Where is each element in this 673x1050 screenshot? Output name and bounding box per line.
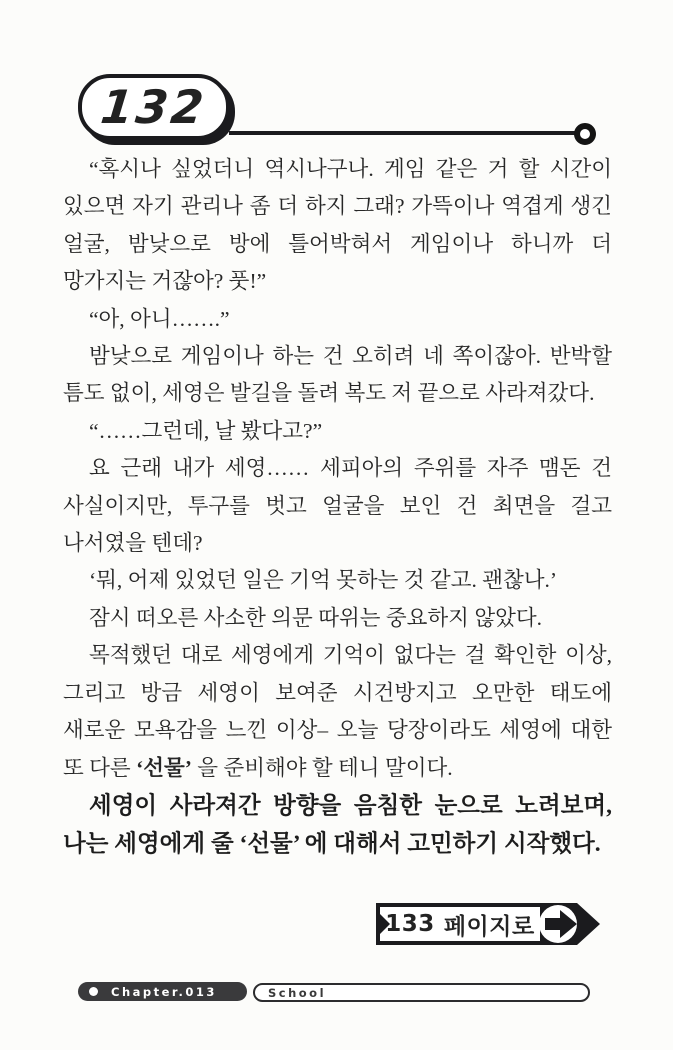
paragraph: [63, 301, 612, 338]
text-segment: “……그런데, 날 봤다고?”: [89, 418, 323, 443]
text-segment: ‘선물’: [136, 755, 192, 780]
text-segment: 요 근래 내가 세영…… 세피아의 주위를 자주 맴돈 건 사실이지만, 투구를 벗고 얼굴을 보인 건 최면을 걸고 나서였을 텐데?: [63, 456, 612, 556]
paragraph: [63, 450, 612, 562]
paragraph: [63, 562, 612, 599]
text-segment: 잠시 떠오른 사소한 의문 따위는 중요하지 않았다.: [89, 605, 543, 630]
paragraph: [63, 787, 612, 863]
text-segment: “아, 아니…….”: [89, 306, 230, 331]
chapter-label: Chapter.013: [111, 984, 217, 999]
next-page-label[interactable]: [380, 901, 540, 947]
header-rule-end-ring: [574, 123, 596, 145]
paragraph: [63, 338, 612, 413]
footer-section-pill: [253, 983, 590, 1002]
section-label: School: [268, 985, 327, 1000]
text-segment: 세영이 사라져간 방향을 음침한 눈으로 노려보며, 나는 세영에게 줄 ‘선물’ 에 대해서 고민하기 시작했다.: [63, 792, 612, 857]
footer-chapter-pill: [78, 982, 247, 1001]
page-number-badge: [78, 74, 230, 140]
text-segment: “혹시나 싶었더니 역시나구나. 게임 같은 거 할 시간이 있으면 자기 관리나 좀 더 하지 그래? 가뜩이나 역겹게 생긴 얼굴, 밤낮으로 방에 틀어박혀서 게임이나 하니까 더 망가지는 거잖아? 풋!”: [63, 157, 612, 294]
paragraph: [63, 413, 612, 450]
text-body: [63, 151, 612, 863]
text-segment: 을 준비해야 할 테니 말이다.: [191, 755, 453, 780]
paragraph: [63, 637, 612, 787]
paragraph: [63, 151, 612, 301]
text-segment: 밤낮으로 게임이나 하는 건 오히려 네 쪽이잖아. 반박할 틈도 없이, 세영은 발길을 돌려 복도 저 끝으로 사라져갔다.: [63, 344, 612, 406]
text-segment: ‘뭐, 어제 있었던 일은 기억 못하는 것 같고. 괜찮나.’: [89, 568, 558, 593]
page-number: 132: [98, 80, 210, 134]
bullet-dot-icon: [89, 987, 98, 996]
text-segment: 목적했던 대로 세영에게 기억이 없다는 걸 확인한 이상, 그리고 방금 세영이 보여준 시건방지고 오만한 태도에 새로운 모욕감을 느낀 이상– 오늘 당장이라도 세영에 대한 또 다른: [63, 643, 612, 780]
paragraph: [63, 600, 612, 637]
next-page-button[interactable]: [374, 901, 602, 947]
next-page-number: 133: [385, 911, 435, 937]
header-rule-line: [229, 131, 576, 135]
next-page-text: 페이지로: [443, 913, 535, 940]
